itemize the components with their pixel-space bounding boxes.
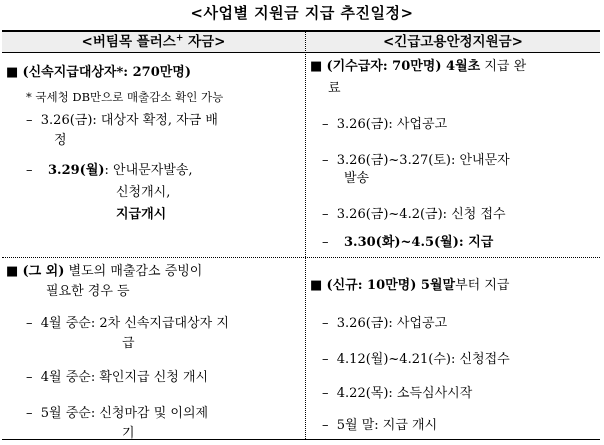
right-top-heading: [310, 58, 526, 76]
left-top-item-2-date: 3.29(월): [48, 163, 105, 178]
bullet-icon: ■: [310, 59, 323, 74]
right-bottom-item-1: – 3.26(금): 사업공고: [322, 316, 448, 331]
bullet-icon: ■: [310, 278, 323, 293]
dash-icon: –: [26, 163, 33, 178]
right-bottom-heading-bold: (신규: 10만명): [326, 278, 417, 293]
page-title: <사업별 지원금 지급 추진일정>: [190, 4, 414, 22]
left-top-item-1: – 3.26(금): 대상자 확정, 자금 배: [26, 113, 218, 128]
left-header-superscript: +: [175, 33, 184, 44]
left-top-note: * 국세청 DB만으로 매출감소 확인 가능: [26, 90, 224, 104]
left-top-item-2: [26, 162, 193, 180]
right-top-item-4: [322, 234, 493, 252]
right-bottom-cell: [310, 259, 598, 439]
right-top-cell: [310, 54, 598, 254]
left-top-item-2-line3: 지급개시: [116, 207, 167, 222]
bullet-icon: ■: [6, 264, 19, 279]
left-bottom-item-1-cont: 급: [122, 336, 135, 351]
left-bottom-item-3-cont: 기: [122, 426, 135, 441]
right-top-heading-line2: 료: [328, 81, 341, 96]
left-top-heading: [6, 64, 191, 82]
right-top-item-2-cont: 발송: [344, 171, 370, 186]
header-divider: [2, 52, 600, 53]
right-top-item-3: – 3.26(금)~4.2(금): 신청 접수: [322, 207, 506, 222]
right-bottom-heading-bold2: 5월말: [416, 278, 456, 293]
right-top-item-1: – 3.26(금): 사업공고: [322, 117, 448, 132]
column-divider: [305, 32, 306, 439]
row-divider: [2, 257, 600, 258]
left-bottom-cell: [6, 259, 302, 439]
bullet-icon: ■: [6, 65, 19, 80]
right-top-heading-bold: (기수급자: 70만명): [326, 59, 442, 74]
right-column-header: <긴급고용안정지원금>: [306, 32, 600, 52]
right-top-item-4-text: 3.30(화)~4.5(월): 지급: [344, 235, 494, 250]
right-top-heading-bold2: 4월초: [441, 59, 481, 74]
left-bottom-heading-bold: (그 외): [22, 264, 65, 279]
left-top-item-2-line2: 신청개시,: [116, 185, 171, 200]
left-bottom-heading-text: 별도의 매출감소 증빙이: [64, 264, 203, 279]
right-bottom-heading-text: 부터 지급: [455, 278, 510, 293]
right-bottom-item-4: – 5월 말: 지급 개시: [322, 418, 438, 433]
left-header-suffix: 자금>: [183, 34, 226, 50]
right-bottom-item-3: – 4.22(목): 소득심사시작: [322, 386, 473, 401]
dash-icon: –: [322, 235, 329, 250]
left-bottom-item-2: – 4월 중순: 확인지급 신청 개시: [26, 370, 209, 385]
left-bottom-heading: [6, 263, 202, 281]
left-bottom-item-1: – 4월 중순: 2차 신속지급대상자 지: [26, 316, 229, 331]
left-top-heading-text: (신속지급대상자*: 270만명): [22, 65, 192, 80]
schedule-table: [2, 30, 600, 440]
right-bottom-heading: [310, 277, 509, 295]
right-top-item-2: – 3.26(금)~3.27(토): 안내문자: [322, 153, 510, 168]
left-top-item-1-cont: 정: [54, 133, 67, 148]
left-column-header: [2, 32, 305, 52]
left-bottom-item-3: – 5월 중순: 신청마감 및 이의제: [26, 406, 209, 421]
right-bottom-item-2: – 4.12(월)~4.21(수): 신청접수: [322, 352, 510, 367]
left-top-cell: [6, 54, 302, 254]
left-bottom-heading-line2: 필요한 경우 등: [46, 284, 130, 299]
left-header-text: <버팀목 플러스: [81, 34, 176, 50]
right-top-heading-text: 지급 완: [480, 59, 527, 74]
left-top-item-2-text: : 안내문자발송,: [104, 163, 193, 178]
